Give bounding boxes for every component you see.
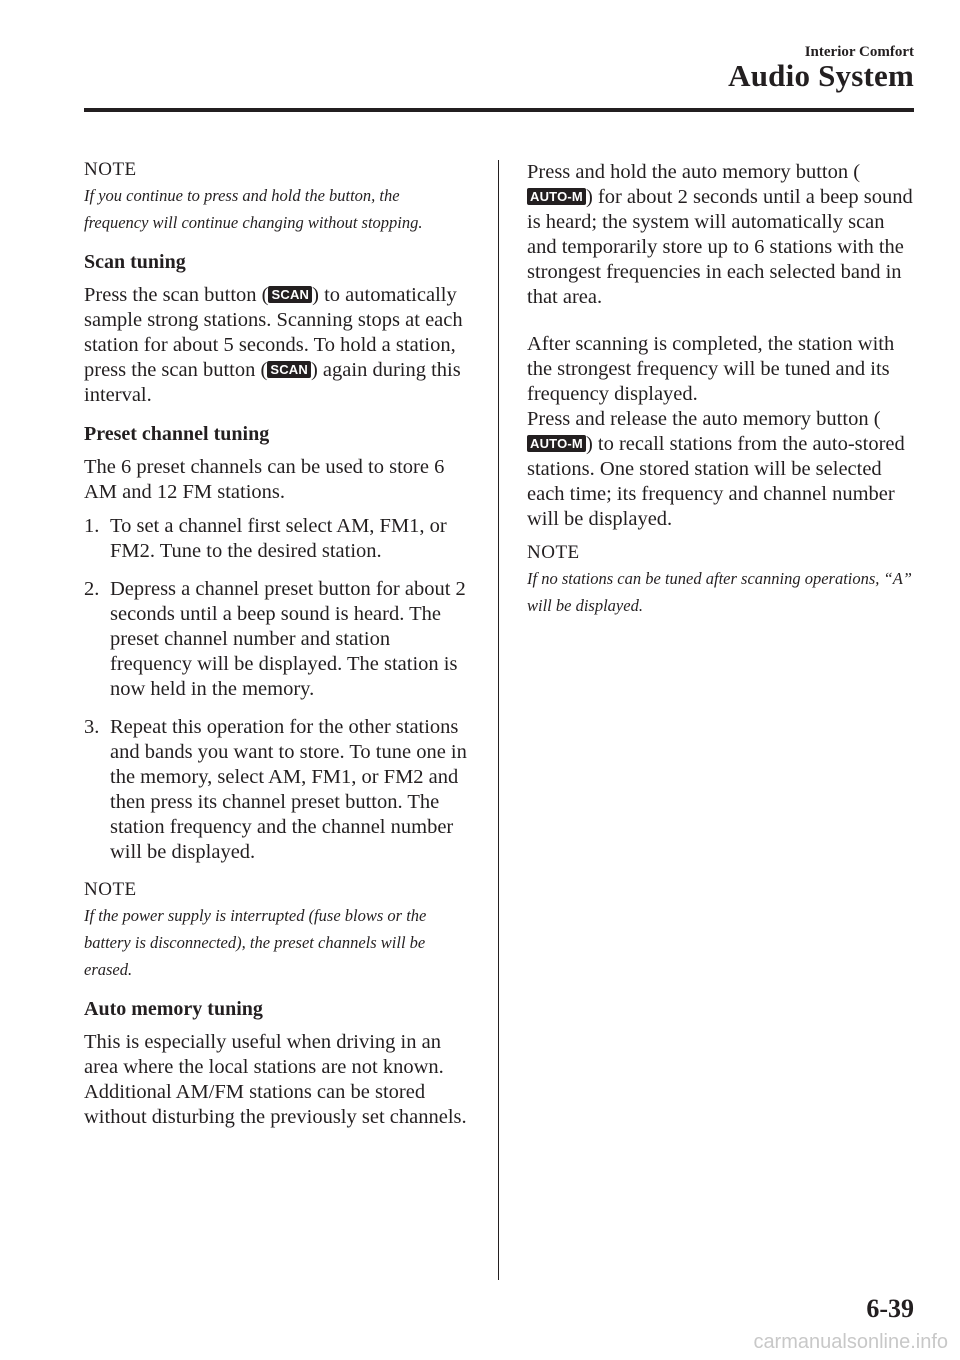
step-number: 1. [84,515,100,537]
note-text: If you continue to press and hold the button, the frequency will continue changing without stopping. [84,186,423,232]
page-number: 6-39 [866,1294,914,1323]
scan-button-icon: SCAN [267,361,311,378]
list-item [84,514,468,564]
scan-tuning-paragraph: Press the scan button ( SCAN ) to automatically sample strong stations. Scanning stops at each station for about 5 seconds. To hold a station, press the scan button ( SCAN ) again during this interval. [84,284,463,406]
auto-memory-paragraph: This is especially useful when driving in an area where the local stations are not known. Additional AM/FM stations can be stored without disturbing the previously set channels. [84,1031,467,1128]
note-block-2 [84,878,468,983]
note-block-3 [527,541,919,619]
step-text: Depress a channel preset button for about 2 seconds until a beep sound is heard. The preset channel number and station frequency will be displayed. The station is now held in the memory. [110,578,466,700]
right-column [527,150,919,619]
step-text: To set a channel first select AM, FM1, or FM2. Tune to the desired station. [110,515,447,562]
section-title: Interior Comfort [804,44,914,60]
preset-intro-paragraph: The 6 preset channels can be used to store 6 AM and 12 FM stations. [84,456,445,503]
scan-button-icon: SCAN [268,286,312,303]
step-number: 2. [84,578,100,600]
preset-steps-list [84,514,468,865]
note-text: If the power supply is interrupted (fuse blows or the battery is disconnected), the preset channels will be erased. [84,906,427,979]
note-label: NOTE [527,542,580,563]
section-heading-scan-tuning: Scan tuning [84,251,186,273]
section-heading-auto-memory: Auto memory tuning [84,998,263,1020]
note-block-1 [84,158,468,236]
header-rule [84,108,914,112]
section-heading-preset-tuning: Preset channel tuning [84,423,270,445]
note-label: NOTE [84,159,137,180]
auto-memory-store-paragraph: Press and hold the auto memory button (AUTO-M ) for about 2 seconds until a beep sound is heard; the system will automatically scan and temporarily store up to 6 stations with the strongest frequencies in each selected band in that area. [527,161,913,308]
page-title: Audio System [728,58,914,93]
note-text: If no stations can be tuned after scanning operations, “A” will be displayed. [527,569,912,615]
step-text: Repeat this operation for the other stations and bands you want to store. To tune one in the memory, select AM, FM1, or FM2 and then press its channel preset button. The station frequency and the channel number will be displayed. [110,716,467,863]
auto-m-button-icon: AUTO-M [527,188,586,205]
list-item [84,577,468,702]
left-column [84,150,468,1130]
after-scan-paragraph: After scanning is completed, the station with the strongest frequency will be tuned and its frequency displayed. Press and release the auto memory button (AUTO-M ) to recall stations from the auto-stored stations. One stored station will be selected each time; its frequency and channel number will be displayed. [527,333,905,530]
step-number: 3. [84,716,100,738]
list-item [84,715,468,865]
column-divider [498,160,499,1280]
watermark: carmanualsonline.info [753,1331,948,1353]
auto-m-button-icon: AUTO-M [527,435,586,452]
note-label: NOTE [84,879,137,900]
